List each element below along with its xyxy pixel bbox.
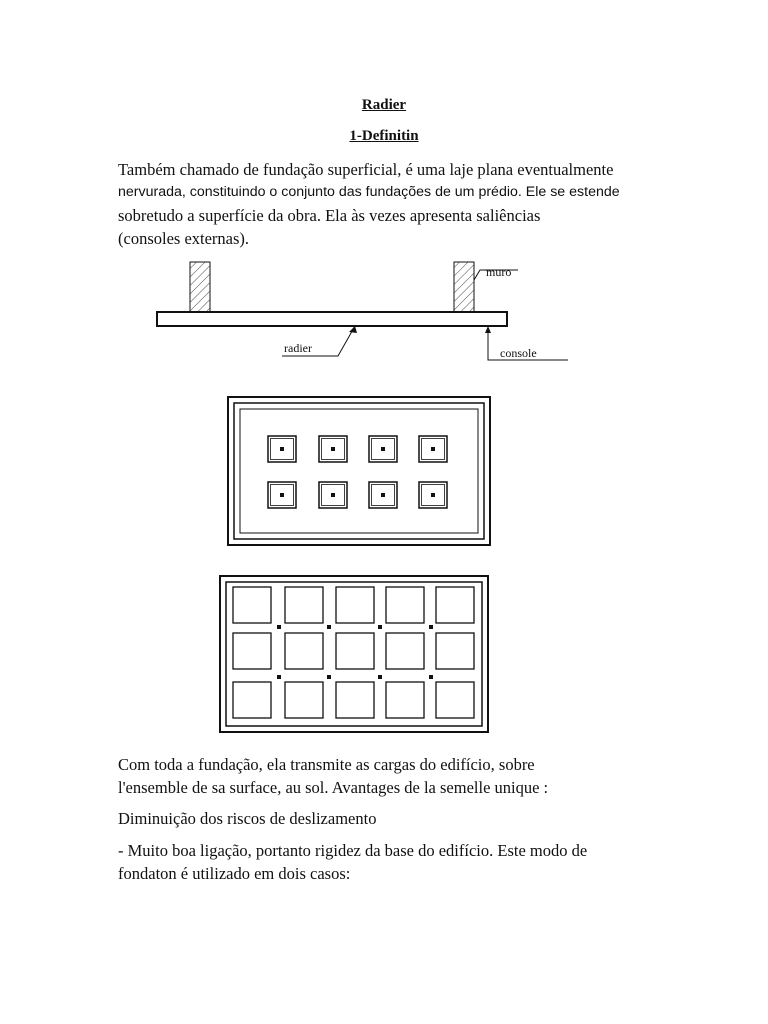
plan-ribbed-figure <box>220 576 488 732</box>
column-point <box>378 625 382 629</box>
wall-label: muro <box>486 265 512 279</box>
page-title: Radier <box>361 97 407 113</box>
plan-inner-border <box>240 409 478 533</box>
plan-inner-border <box>226 582 482 726</box>
pillar <box>331 447 335 451</box>
slab-cell <box>285 633 323 669</box>
slab-cell <box>285 682 323 718</box>
pillar <box>431 447 435 451</box>
section-heading: 1-Definitin <box>349 128 419 144</box>
slab-cell <box>386 587 424 623</box>
slab-cell <box>436 633 474 669</box>
intro-line: sobretudo a superfície da obra. Ela às vezes apresenta saliências <box>118 206 541 225</box>
pillar <box>381 493 385 497</box>
wall-right <box>454 262 474 312</box>
plan-inner-border <box>234 403 484 539</box>
intro-line: nervurada, constituindo o conjunto das fundações de um prédio. Ele se estende <box>118 184 620 200</box>
slab-cell <box>336 633 374 669</box>
slab-cell <box>436 587 474 623</box>
pillar <box>381 447 385 451</box>
column-point <box>429 675 433 679</box>
slab-cell <box>336 682 374 718</box>
intro-line: Também chamado de fundação superficial, é uma laje plana eventualmente <box>118 160 614 179</box>
body-line: l'ensemble de sa surface, au sol. Avantages de la semelle unique : <box>118 778 549 797</box>
plan-pillars-figure <box>228 397 490 545</box>
body-paragraph <box>118 839 678 885</box>
pillar <box>431 493 435 497</box>
body-line: fondaton é utilizado em dois casos: <box>118 864 351 883</box>
body-paragraph <box>118 807 678 830</box>
console-leader-arrow <box>485 326 491 333</box>
intro-line: (consoles externas). <box>118 229 250 248</box>
column-point <box>327 625 331 629</box>
column-point <box>378 675 382 679</box>
slab-cell <box>233 633 271 669</box>
plan-outer-border <box>220 576 488 732</box>
plan-outer-border <box>228 397 490 545</box>
slab-leader-arrow <box>349 326 357 333</box>
body-paragraph <box>118 753 678 799</box>
slab-cell <box>336 587 374 623</box>
body-line: Com toda a fundação, ela transmite as cargas do edifício, sobre <box>118 755 535 774</box>
pillar <box>280 447 284 451</box>
body-line: Diminuição dos riscos de deslizamento <box>118 809 377 828</box>
console-label: console <box>500 346 537 360</box>
slab-cell <box>436 682 474 718</box>
slab <box>157 312 507 326</box>
slab-cell <box>386 682 424 718</box>
column-point <box>277 625 281 629</box>
slab-cell <box>233 682 271 718</box>
pillar <box>331 493 335 497</box>
slab-cell <box>386 633 424 669</box>
radier-section-figure <box>157 262 568 360</box>
slab-label: radier <box>284 341 312 355</box>
wall-left <box>190 262 210 312</box>
body-line: - Muito boa ligação, portanto rigidez da base do edifício. Este modo de <box>118 841 588 860</box>
pillar <box>280 493 284 497</box>
column-point <box>327 675 331 679</box>
slab-cell <box>233 587 271 623</box>
column-point <box>277 675 281 679</box>
column-point <box>429 625 433 629</box>
slab-cell <box>285 587 323 623</box>
